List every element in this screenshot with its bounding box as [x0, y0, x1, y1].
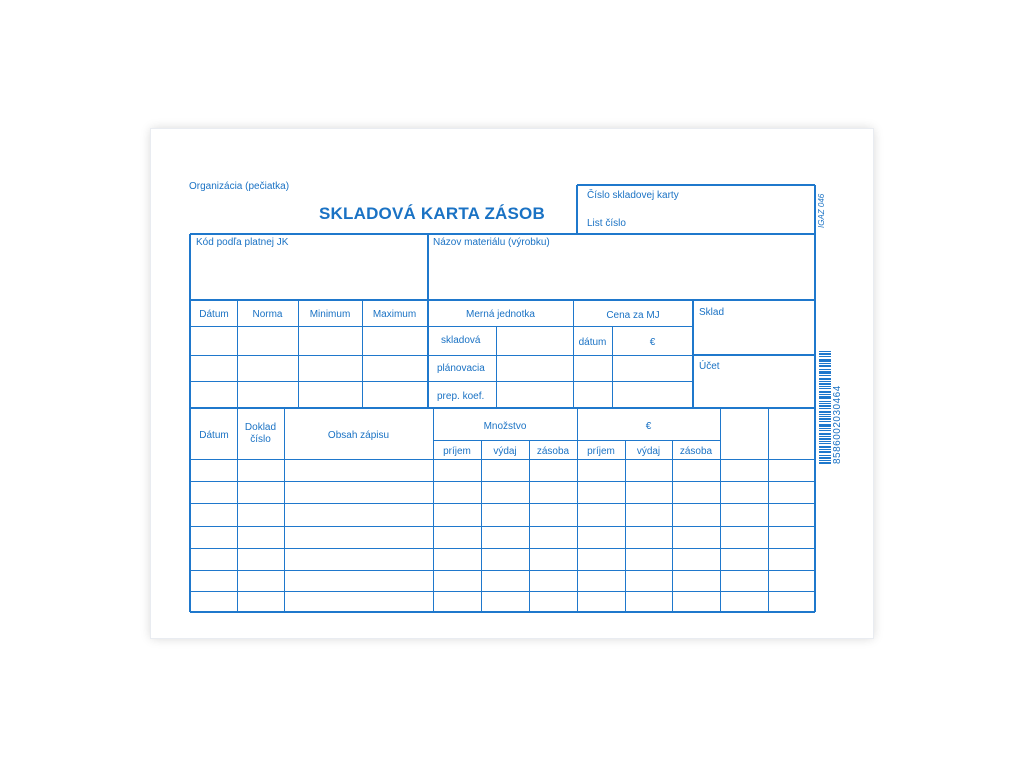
barcode-bar: [819, 391, 831, 392]
barcode-bar: [819, 414, 831, 415]
grid-line-v: [576, 185, 578, 234]
grid-line-h: [693, 354, 815, 356]
card-number-label: Číslo skladovej karty: [587, 190, 679, 201]
barcode-bar: [819, 388, 831, 389]
barcode-bar: [819, 408, 831, 409]
barcode-bar: [819, 396, 831, 397]
sheet-number-label: List číslo: [587, 218, 626, 229]
barcode-bar: [819, 439, 831, 440]
grid-line-h: [428, 355, 573, 356]
maximum-header: Maximum: [372, 309, 417, 320]
barcode-bar: [819, 375, 831, 376]
grid-line-h: [190, 481, 815, 482]
barcode-bar: [819, 401, 831, 402]
grid-line-h: [190, 381, 427, 382]
grid-line-h: [190, 503, 815, 504]
grid-line-h: [190, 570, 815, 571]
grid-line-v: [814, 234, 816, 612]
grid-line-v: [237, 408, 238, 612]
barcode-bar: [819, 386, 831, 387]
quantity-header: Množstvo: [483, 421, 527, 432]
barcode-bar: [819, 360, 831, 361]
qty-stock-header: zásoba: [536, 446, 570, 457]
barcode-bar: [819, 366, 831, 367]
document-header-line2: číslo: [250, 434, 271, 445]
barcode-bar: [819, 463, 831, 464]
barcode-bar: [819, 433, 831, 434]
barcode-bar: [819, 446, 831, 447]
barcode-bar: [819, 425, 831, 426]
grid-line-h: [573, 381, 693, 382]
barcode-bar: [819, 372, 831, 373]
barcode-bar: [819, 436, 831, 437]
price-header: Cena za MJ: [606, 310, 660, 321]
grid-line-h: [577, 184, 815, 186]
price-euro-header: €: [649, 337, 656, 348]
barcode-bar: [819, 411, 831, 412]
price-date-header: dátum: [578, 337, 607, 348]
document-header-line1: Doklad: [244, 422, 277, 433]
barcode-bar: [819, 443, 831, 444]
grid-line-h: [190, 299, 815, 301]
barcode-bar: [819, 426, 831, 427]
barcode-bar: [819, 428, 831, 429]
barcode-bar: [819, 418, 831, 419]
unit-row-warehouse: skladová: [441, 335, 481, 346]
barcode-bar: [819, 449, 831, 450]
euro-income-header: príjem: [587, 446, 615, 457]
barcode-bar: [819, 365, 831, 366]
qty-issue-header: výdaj: [493, 446, 517, 457]
grid-line-v: [284, 408, 285, 612]
barcode-bar: [819, 416, 831, 417]
barcode-bar: [819, 384, 831, 385]
material-name-label: Názov materiálu (výrobku): [433, 237, 550, 248]
barcode-bar: [819, 424, 831, 425]
euro-issue-header: výdaj: [636, 446, 661, 457]
grid-line-h: [190, 548, 815, 549]
grid-line-v: [427, 234, 429, 408]
grid-line-v: [612, 326, 613, 408]
jk-code-label: Kód podľa platnej JK: [196, 237, 289, 248]
barcode-bar: [819, 356, 831, 357]
barcode-bar: [819, 441, 831, 442]
barcode-bar: [819, 383, 831, 384]
barcode-bar: [819, 397, 831, 398]
barcode-bar: [819, 353, 831, 354]
barcode-bar: [819, 363, 831, 364]
barcode-bar: [819, 412, 831, 413]
barcode-bar: [819, 405, 831, 406]
barcode-bar: [819, 421, 831, 422]
barcode-bar: [819, 378, 831, 379]
content-header: Obsah zápisu: [327, 430, 390, 441]
barcode-bar: [819, 354, 831, 355]
barcode-bar: [819, 447, 831, 448]
grid-line-h: [190, 459, 815, 460]
barcode-bar: [819, 451, 831, 452]
grid-line-h: [573, 355, 693, 356]
grid-line-h: [190, 526, 815, 527]
grid-line-v: [189, 234, 191, 612]
barcode-bar: [819, 398, 831, 399]
unit-header: Merná jednotka: [466, 309, 535, 320]
barcode-bar: [819, 403, 831, 404]
barcode-bar: [819, 392, 831, 393]
grid-line-h: [190, 355, 427, 356]
grid-line-v: [768, 408, 769, 612]
norm-header: Norma: [252, 309, 283, 320]
unit-row-planning: plánovacia: [437, 363, 485, 374]
grid-line-v: [496, 326, 497, 408]
barcode-bar: [819, 371, 831, 372]
qty-income-header: príjem: [443, 446, 471, 457]
barcode-bar: [819, 351, 831, 352]
barcode-bar: [819, 460, 831, 461]
organization-label: Organizácia (pečiatka): [189, 181, 290, 192]
barcode-bar: [819, 406, 831, 407]
barcode-bar: [819, 373, 831, 374]
grid-line-h: [190, 326, 693, 327]
barcode-bar: [819, 419, 831, 420]
grid-line-h: [190, 233, 815, 235]
barcode-bar: [819, 379, 831, 380]
euro-header: €: [645, 421, 652, 432]
form-code-label: IGAZ 046: [817, 193, 826, 228]
grid-line-h: [428, 381, 573, 382]
barcode-bar: [819, 452, 831, 453]
minimum-header: Minimum: [309, 309, 351, 320]
barcode-bar: [819, 462, 831, 463]
barcode-bar: [819, 434, 831, 435]
barcode-bar: [819, 381, 831, 382]
account-label: Účet: [699, 361, 720, 372]
grid-line-h: [190, 591, 815, 592]
grid-line-h: [433, 440, 720, 441]
ledger-date-header: Dátum: [199, 430, 229, 441]
warehouse-label: Sklad: [699, 307, 725, 318]
barcode-bar: [819, 394, 831, 395]
unit-row-coefficient: prep. koef.: [437, 391, 485, 402]
barcode-bar: [819, 455, 831, 456]
limits-date-header: Dátum: [199, 309, 229, 320]
barcode-bar: [819, 458, 831, 459]
barcode-number: 8586002030464: [832, 385, 843, 464]
barcode-bar: [819, 369, 831, 370]
euro-stock-header: zásoba: [679, 446, 713, 457]
barcode-bar: [819, 430, 831, 431]
barcode-bar: [819, 361, 831, 362]
barcode-bar: [819, 438, 831, 439]
barcode-bar: [819, 457, 831, 458]
grid-line-v: [814, 185, 816, 234]
barcode-bar: [819, 359, 831, 360]
form-title: SKLADOVÁ KARTA ZÁSOB: [319, 204, 545, 223]
